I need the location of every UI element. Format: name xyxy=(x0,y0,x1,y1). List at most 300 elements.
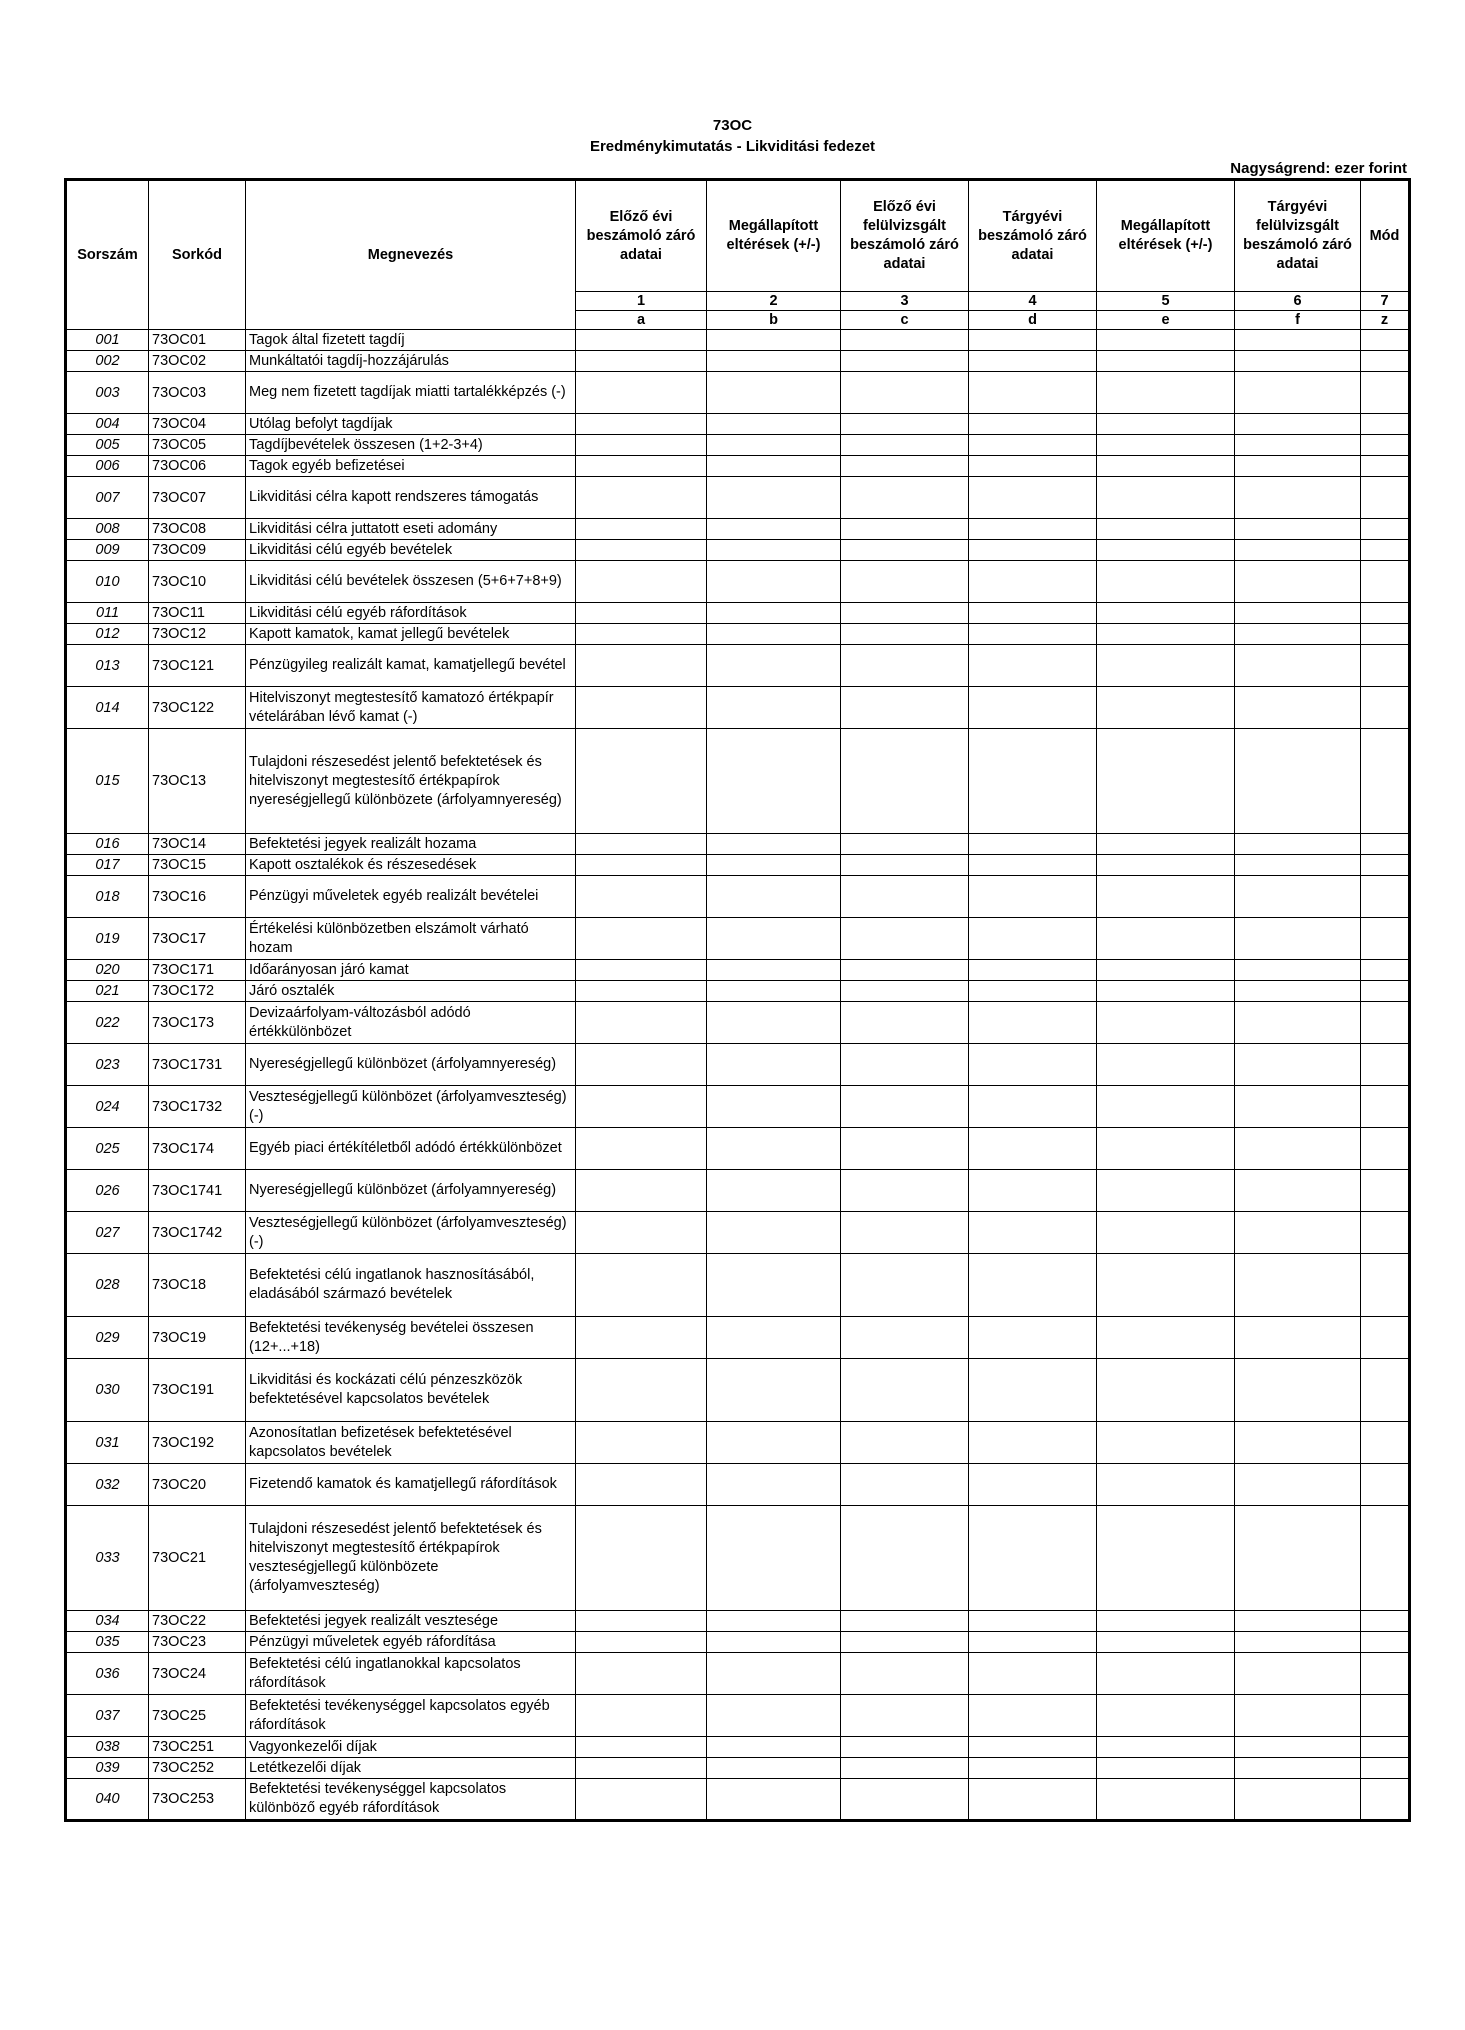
value-cell-5[interactable] xyxy=(1097,855,1235,876)
value-cell-4[interactable] xyxy=(969,456,1097,477)
value-cell-5[interactable] xyxy=(1097,1212,1235,1254)
value-cell-3[interactable] xyxy=(841,1044,969,1086)
value-cell-7[interactable] xyxy=(1361,1128,1410,1170)
value-cell-1[interactable] xyxy=(576,624,707,645)
value-cell-4[interactable] xyxy=(969,519,1097,540)
value-cell-1[interactable] xyxy=(576,855,707,876)
value-cell-6[interactable] xyxy=(1235,456,1361,477)
value-cell-5[interactable] xyxy=(1097,960,1235,981)
value-cell-7[interactable] xyxy=(1361,414,1410,435)
value-cell-5[interactable] xyxy=(1097,645,1235,687)
value-cell-4[interactable] xyxy=(969,1212,1097,1254)
value-cell-5[interactable] xyxy=(1097,1506,1235,1611)
value-cell-5[interactable] xyxy=(1097,561,1235,603)
value-cell-1[interactable] xyxy=(576,876,707,918)
value-cell-3[interactable] xyxy=(841,1464,969,1506)
value-cell-2[interactable] xyxy=(707,1737,841,1758)
value-cell-7[interactable] xyxy=(1361,1464,1410,1506)
value-cell-1[interactable] xyxy=(576,1737,707,1758)
value-cell-5[interactable] xyxy=(1097,1254,1235,1317)
row-code: 73OC08 xyxy=(149,519,246,540)
value-cell-5[interactable] xyxy=(1097,834,1235,855)
value-cell-1[interactable] xyxy=(576,687,707,729)
value-cell-1[interactable] xyxy=(576,1653,707,1695)
value-cell-6[interactable] xyxy=(1235,855,1361,876)
value-cell-3[interactable] xyxy=(841,456,969,477)
value-cell-4[interactable] xyxy=(969,1317,1097,1359)
value-cell-5[interactable] xyxy=(1097,981,1235,1002)
value-cell-7[interactable] xyxy=(1361,1611,1410,1632)
value-cell-5[interactable] xyxy=(1097,351,1235,372)
value-cell-1[interactable] xyxy=(576,729,707,834)
row-number: 006 xyxy=(66,456,149,477)
value-cell-4[interactable] xyxy=(969,372,1097,414)
value-cell-7[interactable] xyxy=(1361,372,1410,414)
table-row xyxy=(66,456,1410,477)
value-cell-6[interactable] xyxy=(1235,1044,1361,1086)
value-cell-6[interactable] xyxy=(1235,960,1361,981)
value-cell-7[interactable] xyxy=(1361,1737,1410,1758)
value-cell-6[interactable] xyxy=(1235,1254,1361,1317)
value-cell-7[interactable] xyxy=(1361,540,1410,561)
value-cell-7[interactable] xyxy=(1361,1044,1410,1086)
value-cell-1[interactable] xyxy=(576,372,707,414)
value-cell-4[interactable] xyxy=(969,729,1097,834)
value-cell-5[interactable] xyxy=(1097,330,1235,351)
value-cell-3[interactable] xyxy=(841,1779,969,1821)
value-cell-6[interactable] xyxy=(1235,435,1361,456)
row-code: 73OC13 xyxy=(149,729,246,834)
value-cell-5[interactable] xyxy=(1097,1695,1235,1737)
value-cell-7[interactable] xyxy=(1361,645,1410,687)
value-cell-3[interactable] xyxy=(841,834,969,855)
value-cell-2[interactable] xyxy=(707,1506,841,1611)
value-cell-2[interactable] xyxy=(707,1254,841,1317)
value-cell-7[interactable] xyxy=(1361,456,1410,477)
value-cell-1[interactable] xyxy=(576,1779,707,1821)
value-cell-3[interactable] xyxy=(841,1128,969,1170)
value-cell-1[interactable] xyxy=(576,435,707,456)
value-cell-6[interactable] xyxy=(1235,330,1361,351)
value-cell-4[interactable] xyxy=(969,1737,1097,1758)
value-cell-4[interactable] xyxy=(969,1359,1097,1422)
value-cell-3[interactable] xyxy=(841,414,969,435)
value-cell-6[interactable] xyxy=(1235,1464,1361,1506)
value-cell-1[interactable] xyxy=(576,645,707,687)
value-cell-5[interactable] xyxy=(1097,1170,1235,1212)
value-cell-1[interactable] xyxy=(576,1212,707,1254)
value-cell-3[interactable] xyxy=(841,519,969,540)
table-row xyxy=(66,435,1410,456)
value-cell-1[interactable] xyxy=(576,918,707,960)
value-cell-3[interactable] xyxy=(841,540,969,561)
value-cell-5[interactable] xyxy=(1097,372,1235,414)
value-cell-3[interactable] xyxy=(841,1422,969,1464)
col-number-7: 7 xyxy=(1361,292,1410,311)
value-cell-1[interactable] xyxy=(576,1758,707,1779)
value-cell-4[interactable] xyxy=(969,1779,1097,1821)
value-cell-2[interactable] xyxy=(707,1779,841,1821)
value-cell-6[interactable] xyxy=(1235,624,1361,645)
value-cell-3[interactable] xyxy=(841,1170,969,1212)
value-cell-2[interactable] xyxy=(707,1044,841,1086)
value-cell-4[interactable] xyxy=(969,855,1097,876)
value-cell-7[interactable] xyxy=(1361,918,1410,960)
value-cell-5[interactable] xyxy=(1097,1128,1235,1170)
value-cell-3[interactable] xyxy=(841,981,969,1002)
value-cell-6[interactable] xyxy=(1235,1170,1361,1212)
value-cell-6[interactable] xyxy=(1235,1506,1361,1611)
value-cell-2[interactable] xyxy=(707,1653,841,1695)
value-cell-7[interactable] xyxy=(1361,1317,1410,1359)
value-cell-7[interactable] xyxy=(1361,1359,1410,1422)
value-cell-2[interactable] xyxy=(707,1317,841,1359)
value-cell-2[interactable] xyxy=(707,519,841,540)
value-cell-5[interactable] xyxy=(1097,624,1235,645)
table-row xyxy=(66,330,1410,351)
value-cell-6[interactable] xyxy=(1235,1611,1361,1632)
value-cell-4[interactable] xyxy=(969,834,1097,855)
value-cell-7[interactable] xyxy=(1361,981,1410,1002)
value-cell-1[interactable] xyxy=(576,1002,707,1044)
table-row xyxy=(66,1506,1410,1611)
value-cell-3[interactable] xyxy=(841,687,969,729)
value-cell-5[interactable] xyxy=(1097,1044,1235,1086)
value-cell-1[interactable] xyxy=(576,1128,707,1170)
value-cell-6[interactable] xyxy=(1235,372,1361,414)
value-cell-1[interactable] xyxy=(576,351,707,372)
row-number: 037 xyxy=(66,1695,149,1737)
value-cell-2[interactable] xyxy=(707,1632,841,1653)
value-cell-3[interactable] xyxy=(841,876,969,918)
value-cell-4[interactable] xyxy=(969,1758,1097,1779)
value-cell-3[interactable] xyxy=(841,918,969,960)
table-row xyxy=(66,645,1410,687)
value-cell-2[interactable] xyxy=(707,561,841,603)
value-cell-2[interactable] xyxy=(707,435,841,456)
value-cell-5[interactable] xyxy=(1097,603,1235,624)
value-cell-7[interactable] xyxy=(1361,603,1410,624)
value-cell-6[interactable] xyxy=(1235,834,1361,855)
value-cell-3[interactable] xyxy=(841,624,969,645)
value-cell-1[interactable] xyxy=(576,456,707,477)
value-cell-5[interactable] xyxy=(1097,1758,1235,1779)
value-cell-3[interactable] xyxy=(841,729,969,834)
value-cell-5[interactable] xyxy=(1097,1086,1235,1128)
value-cell-5[interactable] xyxy=(1097,1464,1235,1506)
value-cell-3[interactable] xyxy=(841,855,969,876)
value-cell-4[interactable] xyxy=(969,1611,1097,1632)
value-cell-7[interactable] xyxy=(1361,1758,1410,1779)
value-cell-2[interactable] xyxy=(707,834,841,855)
value-cell-5[interactable] xyxy=(1097,918,1235,960)
value-cell-6[interactable] xyxy=(1235,1653,1361,1695)
value-cell-4[interactable] xyxy=(969,1128,1097,1170)
value-cell-1[interactable] xyxy=(576,1254,707,1317)
value-cell-3[interactable] xyxy=(841,1737,969,1758)
value-cell-1[interactable] xyxy=(576,1506,707,1611)
value-cell-6[interactable] xyxy=(1235,1758,1361,1779)
value-cell-4[interactable] xyxy=(969,1170,1097,1212)
value-cell-4[interactable] xyxy=(969,960,1097,981)
value-cell-6[interactable] xyxy=(1235,687,1361,729)
value-cell-2[interactable] xyxy=(707,1611,841,1632)
value-cell-5[interactable] xyxy=(1097,1359,1235,1422)
value-cell-5[interactable] xyxy=(1097,1653,1235,1695)
value-cell-2[interactable] xyxy=(707,645,841,687)
value-cell-3[interactable] xyxy=(841,1002,969,1044)
value-cell-3[interactable] xyxy=(841,1611,969,1632)
value-cell-7[interactable] xyxy=(1361,330,1410,351)
value-cell-3[interactable] xyxy=(841,645,969,687)
value-cell-3[interactable] xyxy=(841,603,969,624)
value-cell-7[interactable] xyxy=(1361,624,1410,645)
value-cell-1[interactable] xyxy=(576,519,707,540)
value-cell-3[interactable] xyxy=(841,561,969,603)
value-cell-5[interactable] xyxy=(1097,876,1235,918)
col-number-2: 2 xyxy=(707,292,841,311)
value-cell-3[interactable] xyxy=(841,330,969,351)
value-cell-4[interactable] xyxy=(969,603,1097,624)
value-cell-2[interactable] xyxy=(707,1758,841,1779)
value-cell-2[interactable] xyxy=(707,729,841,834)
value-cell-5[interactable] xyxy=(1097,477,1235,519)
value-cell-7[interactable] xyxy=(1361,960,1410,981)
value-cell-5[interactable] xyxy=(1097,1317,1235,1359)
value-cell-6[interactable] xyxy=(1235,603,1361,624)
table-row xyxy=(66,1464,1410,1506)
value-cell-7[interactable] xyxy=(1361,1653,1410,1695)
value-cell-7[interactable] xyxy=(1361,855,1410,876)
value-cell-6[interactable] xyxy=(1235,1359,1361,1422)
value-cell-3[interactable] xyxy=(841,477,969,519)
value-cell-6[interactable] xyxy=(1235,1737,1361,1758)
value-cell-1[interactable] xyxy=(576,1044,707,1086)
value-cell-6[interactable] xyxy=(1235,645,1361,687)
value-cell-7[interactable] xyxy=(1361,1779,1410,1821)
value-cell-5[interactable] xyxy=(1097,1611,1235,1632)
value-cell-2[interactable] xyxy=(707,351,841,372)
value-cell-7[interactable] xyxy=(1361,477,1410,519)
value-cell-4[interactable] xyxy=(969,687,1097,729)
value-cell-2[interactable] xyxy=(707,1695,841,1737)
value-cell-4[interactable] xyxy=(969,876,1097,918)
value-cell-5[interactable] xyxy=(1097,519,1235,540)
value-cell-1[interactable] xyxy=(576,477,707,519)
value-cell-7[interactable] xyxy=(1361,1506,1410,1611)
value-cell-3[interactable] xyxy=(841,1359,969,1422)
value-cell-6[interactable] xyxy=(1235,1212,1361,1254)
value-cell-4[interactable] xyxy=(969,1254,1097,1317)
value-cell-4[interactable] xyxy=(969,540,1097,561)
value-cell-6[interactable] xyxy=(1235,414,1361,435)
row-label: Egyéb piaci értékítéletből adódó értékkülönbözet xyxy=(246,1128,576,1170)
value-cell-4[interactable] xyxy=(969,1506,1097,1611)
value-cell-7[interactable] xyxy=(1361,1170,1410,1212)
value-cell-5[interactable] xyxy=(1097,687,1235,729)
value-cell-2[interactable] xyxy=(707,1464,841,1506)
value-cell-3[interactable] xyxy=(841,1254,969,1317)
value-cell-5[interactable] xyxy=(1097,729,1235,834)
value-cell-6[interactable] xyxy=(1235,540,1361,561)
value-cell-7[interactable] xyxy=(1361,1254,1410,1317)
value-cell-4[interactable] xyxy=(969,1695,1097,1737)
value-cell-4[interactable] xyxy=(969,1632,1097,1653)
value-cell-4[interactable] xyxy=(969,1086,1097,1128)
value-cell-4[interactable] xyxy=(969,1464,1097,1506)
value-cell-1[interactable] xyxy=(576,1464,707,1506)
value-cell-6[interactable] xyxy=(1235,1317,1361,1359)
value-cell-6[interactable] xyxy=(1235,1422,1361,1464)
value-cell-5[interactable] xyxy=(1097,1737,1235,1758)
value-cell-7[interactable] xyxy=(1361,834,1410,855)
value-cell-6[interactable] xyxy=(1235,876,1361,918)
value-cell-3[interactable] xyxy=(841,435,969,456)
value-cell-2[interactable] xyxy=(707,540,841,561)
value-cell-1[interactable] xyxy=(576,1695,707,1737)
value-cell-4[interactable] xyxy=(969,477,1097,519)
value-cell-1[interactable] xyxy=(576,1170,707,1212)
value-cell-2[interactable] xyxy=(707,1212,841,1254)
value-cell-1[interactable] xyxy=(576,561,707,603)
value-cell-2[interactable] xyxy=(707,1128,841,1170)
value-cell-6[interactable] xyxy=(1235,1695,1361,1737)
value-cell-3[interactable] xyxy=(841,372,969,414)
value-cell-2[interactable] xyxy=(707,1359,841,1422)
value-cell-6[interactable] xyxy=(1235,1128,1361,1170)
value-cell-1[interactable] xyxy=(576,603,707,624)
value-cell-1[interactable] xyxy=(576,414,707,435)
value-cell-7[interactable] xyxy=(1361,519,1410,540)
value-cell-3[interactable] xyxy=(841,351,969,372)
value-cell-1[interactable] xyxy=(576,330,707,351)
value-cell-2[interactable] xyxy=(707,981,841,1002)
value-cell-3[interactable] xyxy=(841,1086,969,1128)
value-cell-3[interactable] xyxy=(841,1695,969,1737)
value-cell-4[interactable] xyxy=(969,414,1097,435)
value-cell-7[interactable] xyxy=(1361,1212,1410,1254)
value-cell-6[interactable] xyxy=(1235,918,1361,960)
value-cell-2[interactable] xyxy=(707,372,841,414)
value-cell-7[interactable] xyxy=(1361,876,1410,918)
col-number-5: 5 xyxy=(1097,292,1235,311)
row-number: 036 xyxy=(66,1653,149,1695)
value-cell-2[interactable] xyxy=(707,918,841,960)
value-cell-7[interactable] xyxy=(1361,351,1410,372)
value-cell-4[interactable] xyxy=(969,561,1097,603)
value-cell-5[interactable] xyxy=(1097,540,1235,561)
value-cell-7[interactable] xyxy=(1361,687,1410,729)
value-cell-3[interactable] xyxy=(841,960,969,981)
value-cell-3[interactable] xyxy=(841,1317,969,1359)
row-label: Időarányosan járó kamat xyxy=(246,960,576,981)
value-cell-4[interactable] xyxy=(969,1422,1097,1464)
value-cell-6[interactable] xyxy=(1235,1632,1361,1653)
value-cell-6[interactable] xyxy=(1235,1086,1361,1128)
row-number: 016 xyxy=(66,834,149,855)
value-cell-7[interactable] xyxy=(1361,1695,1410,1737)
value-cell-2[interactable] xyxy=(707,960,841,981)
value-cell-7[interactable] xyxy=(1361,1422,1410,1464)
value-cell-2[interactable] xyxy=(707,414,841,435)
value-cell-4[interactable] xyxy=(969,1044,1097,1086)
value-cell-5[interactable] xyxy=(1097,1422,1235,1464)
value-cell-2[interactable] xyxy=(707,624,841,645)
value-cell-2[interactable] xyxy=(707,687,841,729)
value-cell-1[interactable] xyxy=(576,1611,707,1632)
value-cell-3[interactable] xyxy=(841,1653,969,1695)
value-cell-2[interactable] xyxy=(707,876,841,918)
value-cell-1[interactable] xyxy=(576,1086,707,1128)
value-cell-5[interactable] xyxy=(1097,1632,1235,1653)
value-cell-1[interactable] xyxy=(576,960,707,981)
value-cell-6[interactable] xyxy=(1235,981,1361,1002)
value-cell-4[interactable] xyxy=(969,1653,1097,1695)
value-cell-4[interactable] xyxy=(969,918,1097,960)
value-cell-4[interactable] xyxy=(969,981,1097,1002)
value-cell-7[interactable] xyxy=(1361,561,1410,603)
value-cell-5[interactable] xyxy=(1097,435,1235,456)
value-cell-3[interactable] xyxy=(841,1212,969,1254)
value-cell-2[interactable] xyxy=(707,1170,841,1212)
value-cell-2[interactable] xyxy=(707,603,841,624)
value-cell-1[interactable] xyxy=(576,1632,707,1653)
row-code: 73OC04 xyxy=(149,414,246,435)
value-cell-6[interactable] xyxy=(1235,477,1361,519)
value-cell-4[interactable] xyxy=(969,645,1097,687)
value-cell-7[interactable] xyxy=(1361,1002,1410,1044)
value-cell-3[interactable] xyxy=(841,1632,969,1653)
value-cell-4[interactable] xyxy=(969,330,1097,351)
value-cell-1[interactable] xyxy=(576,1359,707,1422)
value-cell-6[interactable] xyxy=(1235,561,1361,603)
value-cell-6[interactable] xyxy=(1235,351,1361,372)
value-cell-1[interactable] xyxy=(576,540,707,561)
value-cell-6[interactable] xyxy=(1235,1779,1361,1821)
value-cell-4[interactable] xyxy=(969,1002,1097,1044)
value-cell-4[interactable] xyxy=(969,435,1097,456)
value-cell-4[interactable] xyxy=(969,351,1097,372)
value-cell-3[interactable] xyxy=(841,1758,969,1779)
value-cell-6[interactable] xyxy=(1235,519,1361,540)
value-cell-5[interactable] xyxy=(1097,1779,1235,1821)
value-cell-1[interactable] xyxy=(576,981,707,1002)
value-cell-6[interactable] xyxy=(1235,1002,1361,1044)
value-cell-5[interactable] xyxy=(1097,414,1235,435)
value-cell-6[interactable] xyxy=(1235,729,1361,834)
value-cell-1[interactable] xyxy=(576,834,707,855)
value-cell-2[interactable] xyxy=(707,330,841,351)
value-cell-2[interactable] xyxy=(707,456,841,477)
value-cell-5[interactable] xyxy=(1097,1002,1235,1044)
value-cell-7[interactable] xyxy=(1361,729,1410,834)
value-cell-2[interactable] xyxy=(707,855,841,876)
value-cell-1[interactable] xyxy=(576,1422,707,1464)
value-cell-2[interactable] xyxy=(707,1002,841,1044)
value-cell-7[interactable] xyxy=(1361,1632,1410,1653)
value-cell-2[interactable] xyxy=(707,477,841,519)
value-cell-7[interactable] xyxy=(1361,435,1410,456)
header-col-3: Előző évi felülvizsgált beszámoló záró adatai xyxy=(841,180,969,292)
table-row xyxy=(66,687,1410,729)
value-cell-2[interactable] xyxy=(707,1086,841,1128)
value-cell-5[interactable] xyxy=(1097,456,1235,477)
value-cell-4[interactable] xyxy=(969,624,1097,645)
value-cell-7[interactable] xyxy=(1361,1086,1410,1128)
value-cell-1[interactable] xyxy=(576,1317,707,1359)
value-cell-3[interactable] xyxy=(841,1506,969,1611)
value-cell-2[interactable] xyxy=(707,1422,841,1464)
